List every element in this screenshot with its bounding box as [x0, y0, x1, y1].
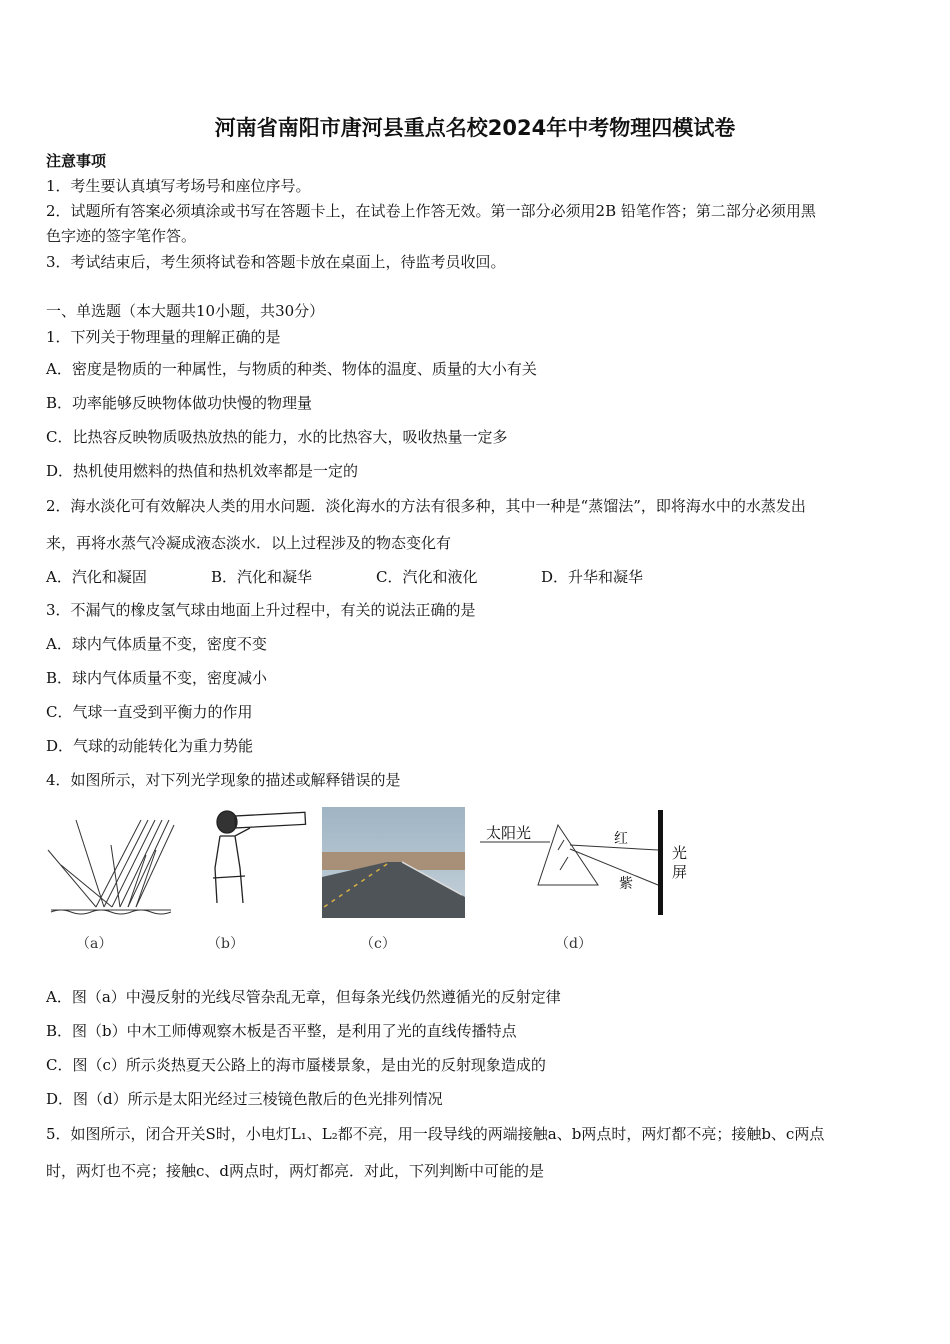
- q4-option-a: A．图（a）中漫反射的光线尽管杂乱无章，但每条光线仍然遵循光的反射定律: [46, 988, 561, 1006]
- q3-option-b: B．球内气体质量不变，密度减小: [46, 669, 268, 687]
- q1-option-a: A．密度是物质的一种属性，与物质的种类、物体的温度、质量的大小有关: [46, 360, 537, 378]
- q1-option-d: D．热机使用燃料的热值和热机效率都是一定的: [46, 462, 359, 480]
- page-title: 河南省南阳市唐河县重点名校2024年中考物理四模试卷: [214, 116, 736, 140]
- notice-heading: 注意事项: [46, 152, 107, 170]
- red-label: 红: [614, 831, 628, 847]
- notice-item: 1．考生要认真填写考场号和座位序号。: [46, 177, 311, 195]
- q1-option-b: B．功率能够反映物体做功快慢的物理量: [46, 394, 313, 412]
- figure-b-carpenter: [205, 808, 310, 913]
- notice-item: 色字迹的签字笔作答。: [46, 227, 197, 245]
- q2-option-d: D．升华和凝华: [541, 568, 644, 586]
- q4-option-b: B．图（b）中木工师傅观察木板是否平整，是利用了光的直线传播特点: [46, 1022, 517, 1040]
- q5-stem: 时，两灯也不亮；接触c、d两点时，两灯都亮．对此，下列判断中可能的是: [46, 1162, 545, 1180]
- q2-stem: 2．海水淡化可有效解决人类的用水问题．淡化海水的方法有很多种，其中一种是“蒸馏法”，即将海水中的水蒸发出: [46, 497, 806, 515]
- q2-stem: 来，再将水蒸气冷凝成液态淡水．以上过程涉及的物态变化有: [46, 534, 452, 552]
- q5-stem: 5．如图所示，闭合开关S时，小电灯L₁、L₂都不亮，用一段导线的两端接触a、b两点时，两灯都不亮；接触b、c两点: [46, 1125, 825, 1143]
- screen-label: 光 屏: [672, 844, 688, 881]
- caption-d: （d）: [555, 936, 592, 952]
- q2-option-c: C．汽化和液化: [376, 568, 478, 586]
- q1-stem: 1．下列关于物理量的理解正确的是: [46, 328, 281, 346]
- caption-a: （a）: [76, 936, 113, 952]
- section-heading: 一、单选题（本大题共10小题，共30分）: [46, 302, 325, 320]
- q4-stem: 4．如图所示，对下列光学现象的描述或解释错误的是: [46, 771, 401, 789]
- q4-option-d: D．图（d）所示是太阳光经过三棱镜色散后的色光排列情况: [46, 1090, 443, 1108]
- caption-b: （b）: [207, 936, 244, 952]
- q3-stem: 3．不漏气的橡皮氢气球由地面上升过程中，有关的说法正确的是: [46, 601, 476, 619]
- figure-a-diffuse-reflection: [46, 815, 176, 915]
- q4-option-c: C．图（c）所示炎热夏天公路上的海市蜃楼景象，是由光的反射现象造成的: [46, 1056, 546, 1074]
- q3-option-a: A．球内气体质量不变，密度不变: [46, 635, 267, 653]
- q3-option-c: C．气球一直受到平衡力的作用: [46, 703, 253, 721]
- q1-option-c: C．比热容反映物质吸热放热的能力，水的比热容大，吸收热量一定多: [46, 428, 508, 446]
- notice-item: 2．试题所有答案必须填涂或书写在答题卡上，在试卷上作答无效。第一部分必须用2B 铅笔作答；第二部分必须用黑: [46, 202, 816, 220]
- q3-option-d: D．气球的动能转化为重力势能: [46, 737, 254, 755]
- notice-item: 3．考试结束后，考生须将试卷和答题卡放在桌面上，待监考员收回。: [46, 253, 506, 271]
- q2-option-a: A．汽化和凝固: [46, 568, 147, 586]
- violet-label: 紫: [619, 876, 633, 892]
- q2-option-b: B．汽化和凝华: [211, 568, 313, 586]
- sunlight-label: 太阳光: [486, 824, 532, 842]
- figure-c-road-mirage-photo: [322, 807, 465, 918]
- caption-c: （c）: [360, 936, 396, 952]
